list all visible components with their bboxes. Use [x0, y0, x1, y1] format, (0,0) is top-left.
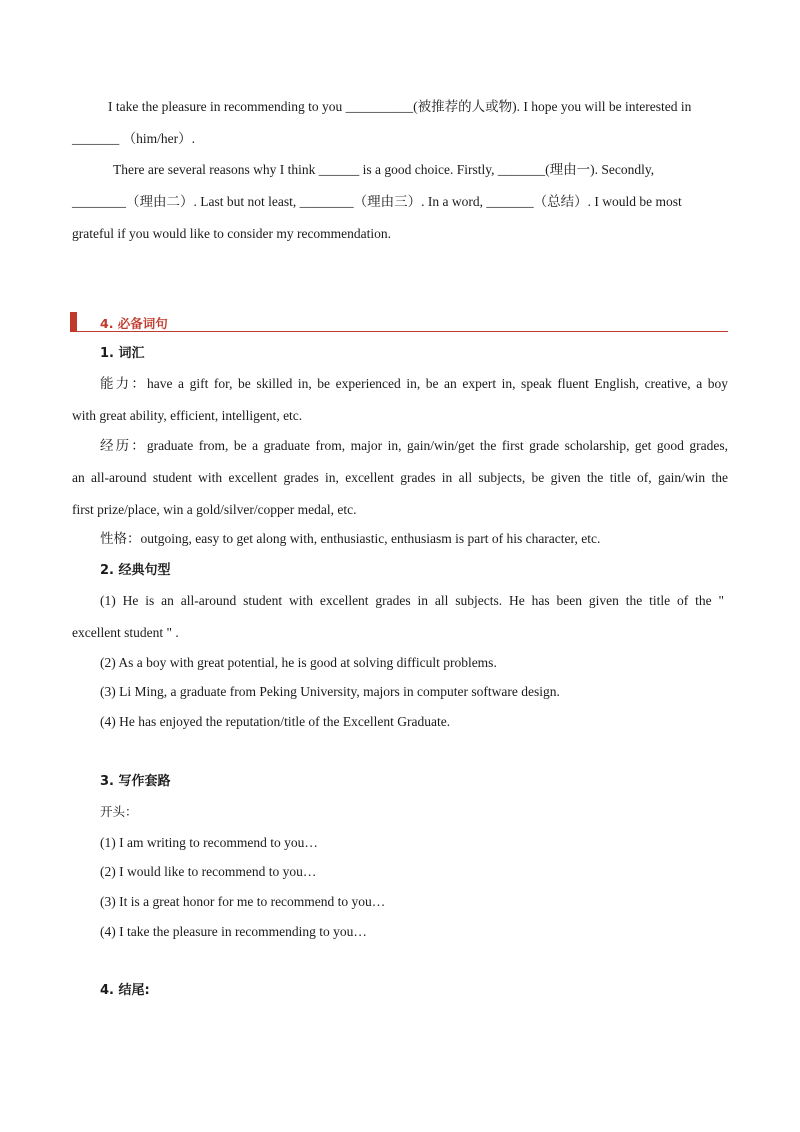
- vocab-experience-line-2: an all-around student with excellent grades in, excellent grades in all subjects, be given the title of, gain/win the: [72, 470, 728, 485]
- template-line-1: I take the pleasure in recommending to you __________(被推荐的人或物). I hope you will be interested in: [108, 99, 692, 114]
- writing-heading: 3. 写作套路: [100, 774, 171, 789]
- sentence-2: (2) As a boy with great potential, he is good at solving difficult problems.: [100, 655, 497, 670]
- vocab-experience-line-3: first prize/place, win a gold/silver/copper medal, etc.: [72, 502, 357, 517]
- section-title: 4. 必备词句: [100, 316, 168, 331]
- opening-3: (3) It is a great honor for me to recommend to you…: [100, 894, 386, 909]
- sentence-1-line-2: excellent student " .: [72, 625, 179, 640]
- ending-heading: 4. 结尾:: [100, 983, 150, 998]
- vocab-ability-line-1: 能力：have a gift for, be skilled in, be experienced in, be an expert in, speak fluent English, creative, a boy: [100, 376, 728, 391]
- sentences-heading: 2. 经典句型: [100, 563, 171, 578]
- opening-2: (2) I would like to recommend to you…: [100, 864, 317, 879]
- opening-4: (4) I take the pleasure in recommending to you…: [100, 924, 367, 939]
- section-header: [70, 312, 728, 332]
- vocab-ability-line-2: with great ability, efficient, intelligent, etc.: [72, 408, 303, 423]
- sentence-3: (3) Li Ming, a graduate from Peking University, majors in computer software design.: [100, 684, 560, 699]
- section-divider: [70, 331, 728, 332]
- section-accent-bar: [70, 312, 77, 332]
- sentence-4: (4) He has enjoyed the reputation/title of the Excellent Graduate.: [100, 714, 451, 729]
- vocab-personality: 性格：outgoing, easy to get along with, enthusiastic, enthusiasm is part of his character, etc.: [100, 531, 601, 546]
- vocab-experience-line-1: 经历：graduate from, be a graduate from, major in, gain/win/get the first grade scholarship, get good grades,: [100, 438, 728, 453]
- template-line-5: grateful if you would like to consider my recommendation.: [72, 226, 392, 241]
- template-line-3: There are several reasons why I think ______ is a good choice. Firstly, _______(理由一). Secondly,: [113, 162, 655, 177]
- vocab-heading: 1. 词汇: [100, 346, 145, 361]
- template-line-2: _______ （him/her）.: [72, 131, 195, 146]
- sentence-1-line-1: (1) He is an all-around student with excellent grades in all subjects. He has been given the title of the ": [100, 593, 724, 608]
- opening-1: (1) I am writing to recommend to you…: [100, 835, 318, 850]
- template-line-4: ________（理由二）. Last but not least, ________（理由三）. In a word, _______（总结）. I would be most: [72, 194, 682, 209]
- opening-label: 开头：: [100, 804, 138, 819]
